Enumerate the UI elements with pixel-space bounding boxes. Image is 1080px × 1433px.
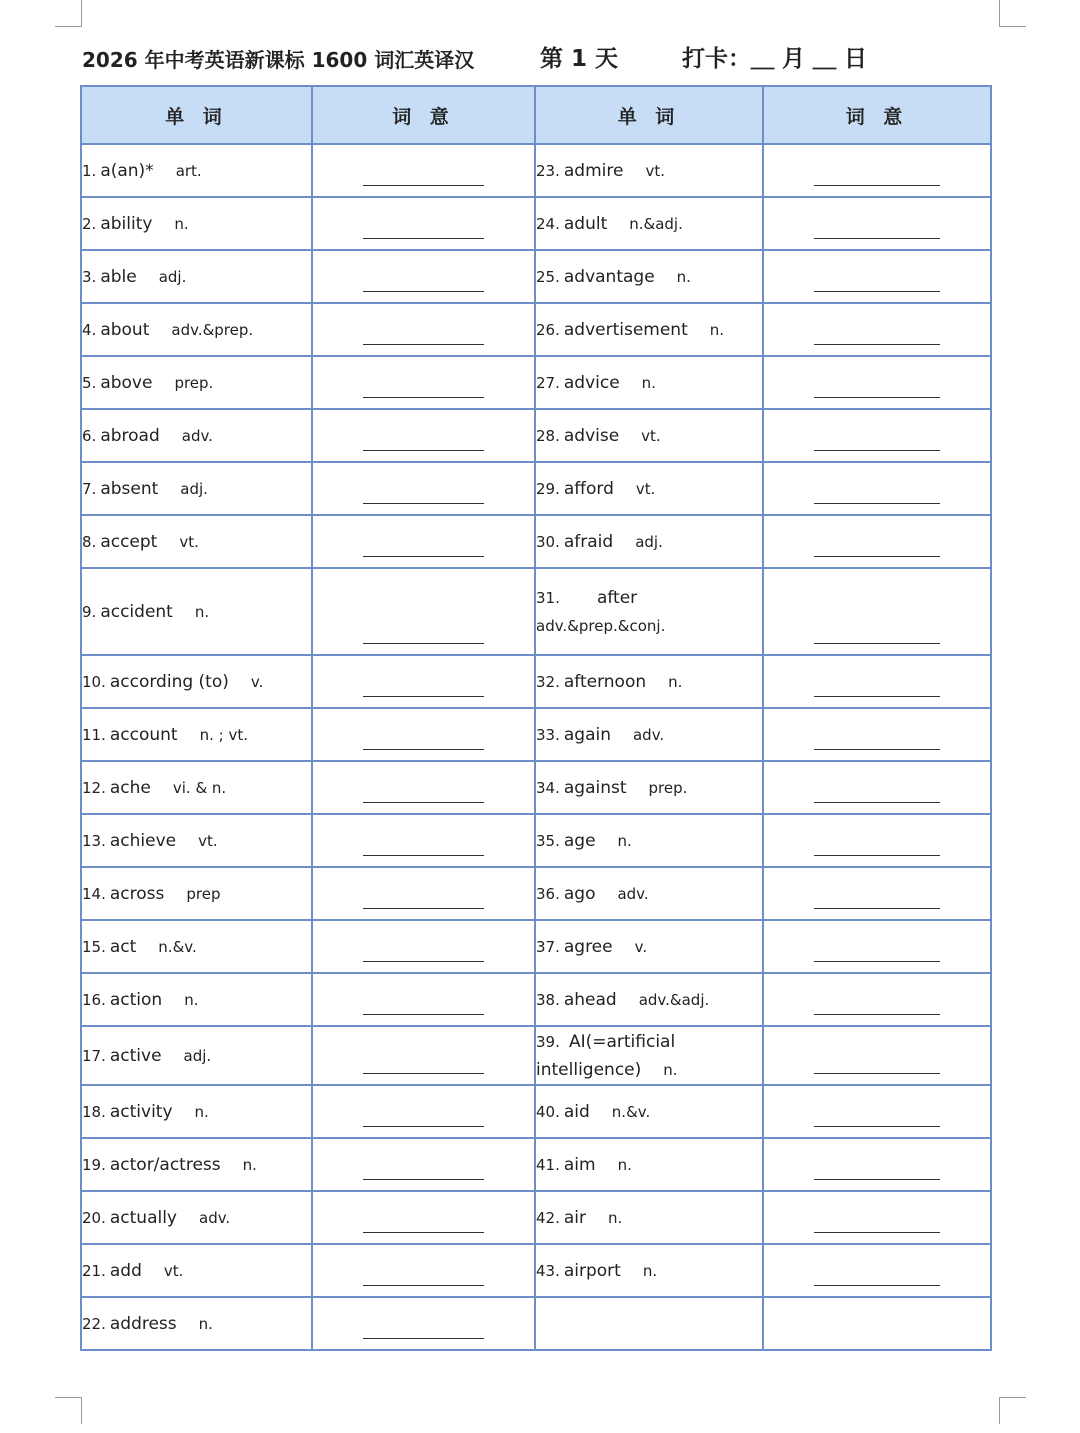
table-header-row (81, 86, 991, 144)
word-text: above (100, 372, 153, 393)
table-row (81, 568, 991, 655)
word-cell-right (535, 1297, 763, 1350)
answer-blank-line[interactable] (363, 503, 484, 504)
answer-blank-line[interactable] (814, 1232, 940, 1233)
vocab-table (80, 85, 992, 1351)
word-number: 26. (536, 320, 560, 339)
part-of-speech: adv. (617, 884, 649, 903)
part-of-speech: prep (186, 884, 221, 903)
crop-mark-bottom-right (999, 1397, 1026, 1424)
word-cell-right (535, 920, 763, 973)
part-of-speech: adv. (181, 426, 213, 445)
part-of-speech: vt. (641, 426, 661, 445)
crop-mark-bottom-left (55, 1397, 82, 1424)
word-number: 23. (536, 161, 560, 180)
word-cell-right (535, 1191, 763, 1244)
answer-blank-line[interactable] (814, 344, 940, 345)
meaning-cell-left[interactable] (312, 515, 535, 568)
word-number: 9. (82, 602, 97, 621)
word-text: ago (563, 883, 596, 904)
page-title: 2026 年中考英语新课标 1600 词汇英译汉 (82, 48, 475, 72)
word-number: 20. (82, 1208, 106, 1227)
word-cell-left (81, 761, 312, 814)
part-of-speech: prep. (174, 373, 214, 392)
word-text: accept (100, 531, 158, 552)
meaning-cell-left[interactable] (312, 1026, 535, 1085)
word-text: able (100, 266, 137, 287)
table-row (81, 1297, 991, 1350)
answer-blank-line[interactable] (363, 1338, 484, 1339)
word-cell-left (81, 708, 312, 761)
table-row (81, 1085, 991, 1138)
word-number: 11. (82, 725, 106, 744)
word-text: afford (563, 478, 614, 499)
word-number: 13. (82, 831, 106, 850)
word-cell-right (535, 462, 763, 515)
part-of-speech: adv.&prep. (171, 320, 254, 339)
part-of-speech: n. (194, 602, 210, 621)
word-cell-left (81, 197, 312, 250)
meaning-cell-left[interactable] (312, 814, 535, 867)
answer-blank-line[interactable] (814, 1285, 940, 1286)
part-of-speech: adv. (199, 1208, 231, 1227)
word-number: 33. (536, 725, 560, 744)
meaning-cell-left[interactable] (312, 250, 535, 303)
word-cell-left (81, 1191, 312, 1244)
word-cell-right (535, 409, 763, 462)
word-cell-left (81, 1244, 312, 1297)
part-of-speech: n. (642, 1261, 658, 1280)
part-of-speech: adj. (180, 479, 208, 498)
word-number: 25. (536, 267, 560, 286)
meaning-cell-left[interactable] (312, 761, 535, 814)
word-text: accident (100, 601, 173, 622)
word-text: against (563, 777, 627, 798)
table-row (81, 973, 991, 1026)
word-number: 6. (82, 426, 97, 445)
word-cell-left (81, 515, 312, 568)
meaning-cell-right[interactable] (763, 1026, 991, 1085)
word-text: after (596, 587, 638, 608)
meaning-cell-left[interactable] (312, 144, 535, 197)
part-of-speech: n. (184, 990, 199, 1009)
meaning-cell-left[interactable] (312, 303, 535, 356)
day-label: 第 1 天 (540, 46, 619, 72)
word-number: 5. (82, 373, 97, 392)
part-of-speech: n.&v. (611, 1102, 651, 1121)
word-text: advantage (563, 266, 655, 287)
word-number: 19. (82, 1155, 106, 1174)
meaning-cell-right[interactable] (763, 409, 991, 462)
part-of-speech: n. (617, 1155, 632, 1174)
word-text: about (100, 319, 150, 340)
part-of-speech: n. ; vt. (199, 725, 248, 744)
word-number: 37. (536, 937, 560, 956)
word-text: afraid (563, 531, 614, 552)
answer-blank-line[interactable] (363, 344, 484, 345)
word-number: 27. (536, 373, 560, 392)
part-of-speech: v. (250, 672, 264, 691)
meaning-cell-left[interactable] (312, 409, 535, 462)
meaning-cell-right[interactable] (763, 761, 991, 814)
answer-blank-line[interactable] (363, 291, 484, 292)
table-row (81, 144, 991, 197)
meaning-cell-right[interactable] (763, 1244, 991, 1297)
table-row (81, 462, 991, 515)
table-row (81, 250, 991, 303)
word-number: 4. (82, 320, 97, 339)
answer-blank-line[interactable] (814, 238, 940, 239)
answer-blank-line[interactable] (363, 1232, 484, 1233)
word-number: 7. (82, 479, 97, 498)
word-cell-left (81, 1297, 312, 1350)
part-of-speech: n. (608, 1208, 623, 1227)
answer-blank-line[interactable] (363, 1073, 484, 1074)
word-number: 29. (536, 479, 560, 498)
part-of-speech: v. (634, 937, 648, 956)
word-text: ache (109, 777, 151, 798)
meaning-cell-right[interactable] (763, 973, 991, 1026)
meaning-cell-right[interactable] (763, 920, 991, 973)
meaning-cell-right[interactable] (763, 1191, 991, 1244)
word-number: 38. (536, 990, 560, 1009)
word-cell-right (535, 568, 763, 655)
word-cell-right (535, 1026, 763, 1085)
word-cell-right (535, 1244, 763, 1297)
meaning-cell-right[interactable] (763, 462, 991, 515)
word-cell-left (81, 920, 312, 973)
word-text: advertisement (563, 319, 688, 340)
word-text: ability (100, 213, 153, 234)
word-cell-left (81, 568, 312, 655)
meaning-cell-left[interactable] (312, 197, 535, 250)
meaning-cell-left[interactable] (312, 920, 535, 973)
word-text: afternoon (563, 671, 647, 692)
crop-mark-top-left (55, 0, 82, 27)
part-of-speech: vt. (198, 831, 218, 850)
answer-blank-line[interactable] (814, 450, 940, 451)
word-number: 36. (536, 884, 560, 903)
meaning-cell-right[interactable] (763, 867, 991, 920)
word-number: 16. (82, 990, 106, 1009)
answer-blank-line[interactable] (814, 908, 940, 909)
word-cell-right (535, 197, 763, 250)
word-text: adult (563, 213, 608, 234)
part-of-speech: n. (242, 1155, 257, 1174)
word-number: 43. (536, 1261, 560, 1280)
meaning-cell-right[interactable] (763, 568, 991, 655)
word-cell-left (81, 973, 312, 1026)
word-cell-left (81, 867, 312, 920)
meaning-cell-right[interactable] (763, 515, 991, 568)
word-cell-right (535, 1085, 763, 1138)
meaning-cell-right[interactable] (763, 655, 991, 708)
meaning-cell-left[interactable] (312, 867, 535, 920)
word-number: 31. (536, 588, 560, 607)
word-text: actually (109, 1207, 177, 1228)
answer-blank-line[interactable] (814, 643, 940, 644)
answer-blank-line[interactable] (814, 397, 940, 398)
word-number: 28. (536, 426, 560, 445)
word-text: active (109, 1045, 162, 1066)
word-text: abroad (100, 425, 160, 446)
answer-blank-line[interactable] (363, 802, 484, 803)
answer-blank-line[interactable] (363, 185, 484, 186)
word-number: 2. (82, 214, 97, 233)
word-text: add (109, 1260, 142, 1281)
table-row (81, 1244, 991, 1297)
meaning-cell-left[interactable] (312, 1297, 535, 1350)
meaning-cell-right[interactable] (763, 250, 991, 303)
word-cell-right (535, 1138, 763, 1191)
answer-blank-line[interactable] (814, 1073, 940, 1074)
word-text: AI(=artificial (568, 1031, 676, 1052)
meaning-cell-right[interactable] (763, 1138, 991, 1191)
meaning-cell-right[interactable] (763, 197, 991, 250)
word-text: airport (563, 1260, 621, 1281)
part-of-speech: n. (198, 1314, 213, 1333)
word-cell-right (535, 761, 763, 814)
part-of-speech: n.&adj. (629, 214, 683, 233)
word-cell-left (81, 356, 312, 409)
table-row (81, 356, 991, 409)
header-meaning-left: 词 意 (312, 86, 535, 144)
answer-blank-line[interactable] (363, 749, 484, 750)
word-cell-right (535, 973, 763, 1026)
answer-blank-line[interactable] (363, 238, 484, 239)
word-text: aim (563, 1154, 596, 1175)
meaning-cell-left[interactable] (312, 655, 535, 708)
word-cell-left (81, 814, 312, 867)
word-number: 39. (536, 1032, 560, 1051)
word-number: 35. (536, 831, 560, 850)
word-number: 8. (82, 532, 97, 551)
answer-blank-line[interactable] (814, 855, 940, 856)
meaning-cell-left[interactable] (312, 462, 535, 515)
word-text: achieve (109, 830, 177, 851)
word-text: age (563, 830, 596, 851)
answer-blank-line[interactable] (814, 802, 940, 803)
word-text: action (109, 989, 163, 1010)
meaning-cell-left[interactable] (312, 356, 535, 409)
answer-blank-line[interactable] (363, 556, 484, 557)
word-text: admire (563, 160, 624, 181)
part-of-speech: adv. (632, 725, 665, 744)
word-cell-left (81, 1026, 312, 1085)
word-number: 24. (536, 214, 560, 233)
part-of-speech: adj. (158, 267, 187, 286)
part-of-speech: vt. (163, 1261, 184, 1280)
meaning-cell-right[interactable] (763, 814, 991, 867)
answer-blank-line[interactable] (363, 1014, 484, 1015)
word-cell-left (81, 462, 312, 515)
word-cell-left (81, 1138, 312, 1191)
word-cell-left (81, 409, 312, 462)
table-row (81, 761, 991, 814)
meaning-cell-left[interactable] (312, 1244, 535, 1297)
word-cell-left (81, 655, 312, 708)
answer-blank-line[interactable] (814, 961, 940, 962)
word-number: 21. (82, 1261, 106, 1280)
table-row (81, 303, 991, 356)
answer-blank-line[interactable] (363, 643, 484, 644)
table-row (81, 409, 991, 462)
word-cell-right (535, 814, 763, 867)
answer-blank-line[interactable] (363, 397, 484, 398)
word-cell-right (535, 144, 763, 197)
table-row (81, 708, 991, 761)
word-cell-right (535, 303, 763, 356)
part-of-speech: prep. (648, 778, 688, 797)
table-row (81, 1026, 991, 1085)
word-text: a(an)* (100, 160, 154, 181)
part-of-speech: n. (617, 831, 632, 850)
word-text: activity (109, 1101, 173, 1122)
header-word-left: 单 词 (81, 86, 312, 144)
part-of-speech: n. (641, 373, 656, 392)
answer-blank-line[interactable] (814, 1179, 940, 1180)
word-cell-left (81, 303, 312, 356)
part-of-speech: n. (676, 267, 691, 286)
answer-blank-line[interactable] (814, 696, 940, 697)
table-row (81, 1138, 991, 1191)
word-cell-right (535, 356, 763, 409)
word-text: ahead (563, 989, 617, 1010)
word-cell-right (535, 708, 763, 761)
table-row (81, 655, 991, 708)
word-cell-right (535, 515, 763, 568)
meaning-cell-left[interactable] (312, 1138, 535, 1191)
word-text-continued: intelligence) (536, 1059, 642, 1080)
answer-blank-line[interactable] (363, 855, 484, 856)
meaning-cell-left[interactable] (312, 1085, 535, 1138)
word-text: again (563, 724, 611, 745)
table-row (81, 515, 991, 568)
crop-mark-top-right (999, 0, 1026, 27)
table-row (81, 920, 991, 973)
word-cell-right (535, 867, 763, 920)
part-of-speech: adv.&prep.&conj. (536, 616, 666, 635)
word-number: 12. (82, 778, 106, 797)
header-meaning-right: 词 意 (763, 86, 991, 144)
word-number: 34. (536, 778, 560, 797)
meaning-cell-right[interactable] (763, 303, 991, 356)
answer-blank-line[interactable] (363, 450, 484, 451)
meaning-cell-left[interactable] (312, 973, 535, 1026)
part-of-speech: art. (175, 161, 202, 180)
header-word-right: 单 词 (535, 86, 763, 144)
word-number: 14. (82, 884, 106, 903)
word-text: advise (563, 425, 620, 446)
word-text: across (109, 883, 165, 904)
word-cell-left (81, 1085, 312, 1138)
part-of-speech: n. (174, 214, 189, 233)
answer-blank-line[interactable] (363, 696, 484, 697)
answer-blank-line[interactable] (814, 1126, 940, 1127)
word-text: absent (100, 478, 159, 499)
part-of-speech: vi. & n. (172, 778, 227, 797)
table-row (81, 814, 991, 867)
answer-blank-line[interactable] (363, 1179, 484, 1180)
part-of-speech: vt. (179, 532, 199, 551)
word-text: agree (563, 936, 613, 957)
word-text: air (563, 1207, 586, 1228)
word-number: 15. (82, 937, 106, 956)
meaning-cell-right (763, 1297, 991, 1350)
word-cell-right (535, 655, 763, 708)
part-of-speech: n. (663, 1060, 678, 1079)
answer-blank-line[interactable] (363, 961, 484, 962)
word-number: 22. (82, 1314, 106, 1333)
part-of-speech: n.&v. (158, 937, 197, 956)
word-text: account (109, 724, 178, 745)
word-text: according (to) (109, 671, 229, 692)
word-number: 32. (536, 672, 560, 691)
checkin-label: 打卡：＿ 月 ＿ 日 (682, 46, 868, 72)
table-row (81, 867, 991, 920)
table-row (81, 1191, 991, 1244)
meaning-cell-left[interactable] (312, 568, 535, 655)
meaning-cell-left[interactable] (312, 1191, 535, 1244)
part-of-speech: adj. (183, 1046, 212, 1065)
answer-blank-line[interactable] (363, 908, 484, 909)
part-of-speech: n. (194, 1102, 209, 1121)
part-of-speech: adj. (635, 532, 663, 551)
word-cell-left (81, 250, 312, 303)
word-number: 18. (82, 1102, 106, 1121)
part-of-speech: n. (668, 672, 683, 691)
word-number: 1. (82, 161, 97, 180)
part-of-speech: vt. (635, 479, 656, 498)
answer-blank-line[interactable] (363, 1126, 484, 1127)
word-text: act (109, 936, 137, 957)
page-header (82, 38, 998, 78)
answer-blank-line[interactable] (363, 1285, 484, 1286)
word-cell-right (535, 250, 763, 303)
meaning-cell-left[interactable] (312, 708, 535, 761)
word-number: 41. (536, 1155, 560, 1174)
part-of-speech: n. (709, 320, 725, 339)
meaning-cell-right[interactable] (763, 356, 991, 409)
meaning-cell-right[interactable] (763, 1085, 991, 1138)
word-number: 3. (82, 267, 97, 286)
word-number: 30. (536, 532, 560, 551)
word-text: address (109, 1313, 177, 1334)
answer-blank-line[interactable] (814, 185, 940, 186)
part-of-speech: adv.&adj. (638, 990, 710, 1009)
answer-blank-line[interactable] (814, 556, 940, 557)
part-of-speech: vt. (645, 161, 665, 180)
word-text: aid (563, 1101, 590, 1122)
meaning-cell-right[interactable] (763, 708, 991, 761)
word-number: 17. (82, 1046, 106, 1065)
word-number: 10. (82, 672, 106, 691)
table-row (81, 197, 991, 250)
word-cell-left (81, 144, 312, 197)
answer-blank-line[interactable] (814, 291, 940, 292)
word-number: 42. (536, 1208, 560, 1227)
answer-blank-line[interactable] (814, 503, 940, 504)
word-text: actor/actress (109, 1154, 221, 1175)
word-text: advice (563, 372, 620, 393)
word-number: 40. (536, 1102, 560, 1121)
answer-blank-line[interactable] (814, 1014, 940, 1015)
answer-blank-line[interactable] (814, 749, 940, 750)
meaning-cell-right[interactable] (763, 144, 991, 197)
